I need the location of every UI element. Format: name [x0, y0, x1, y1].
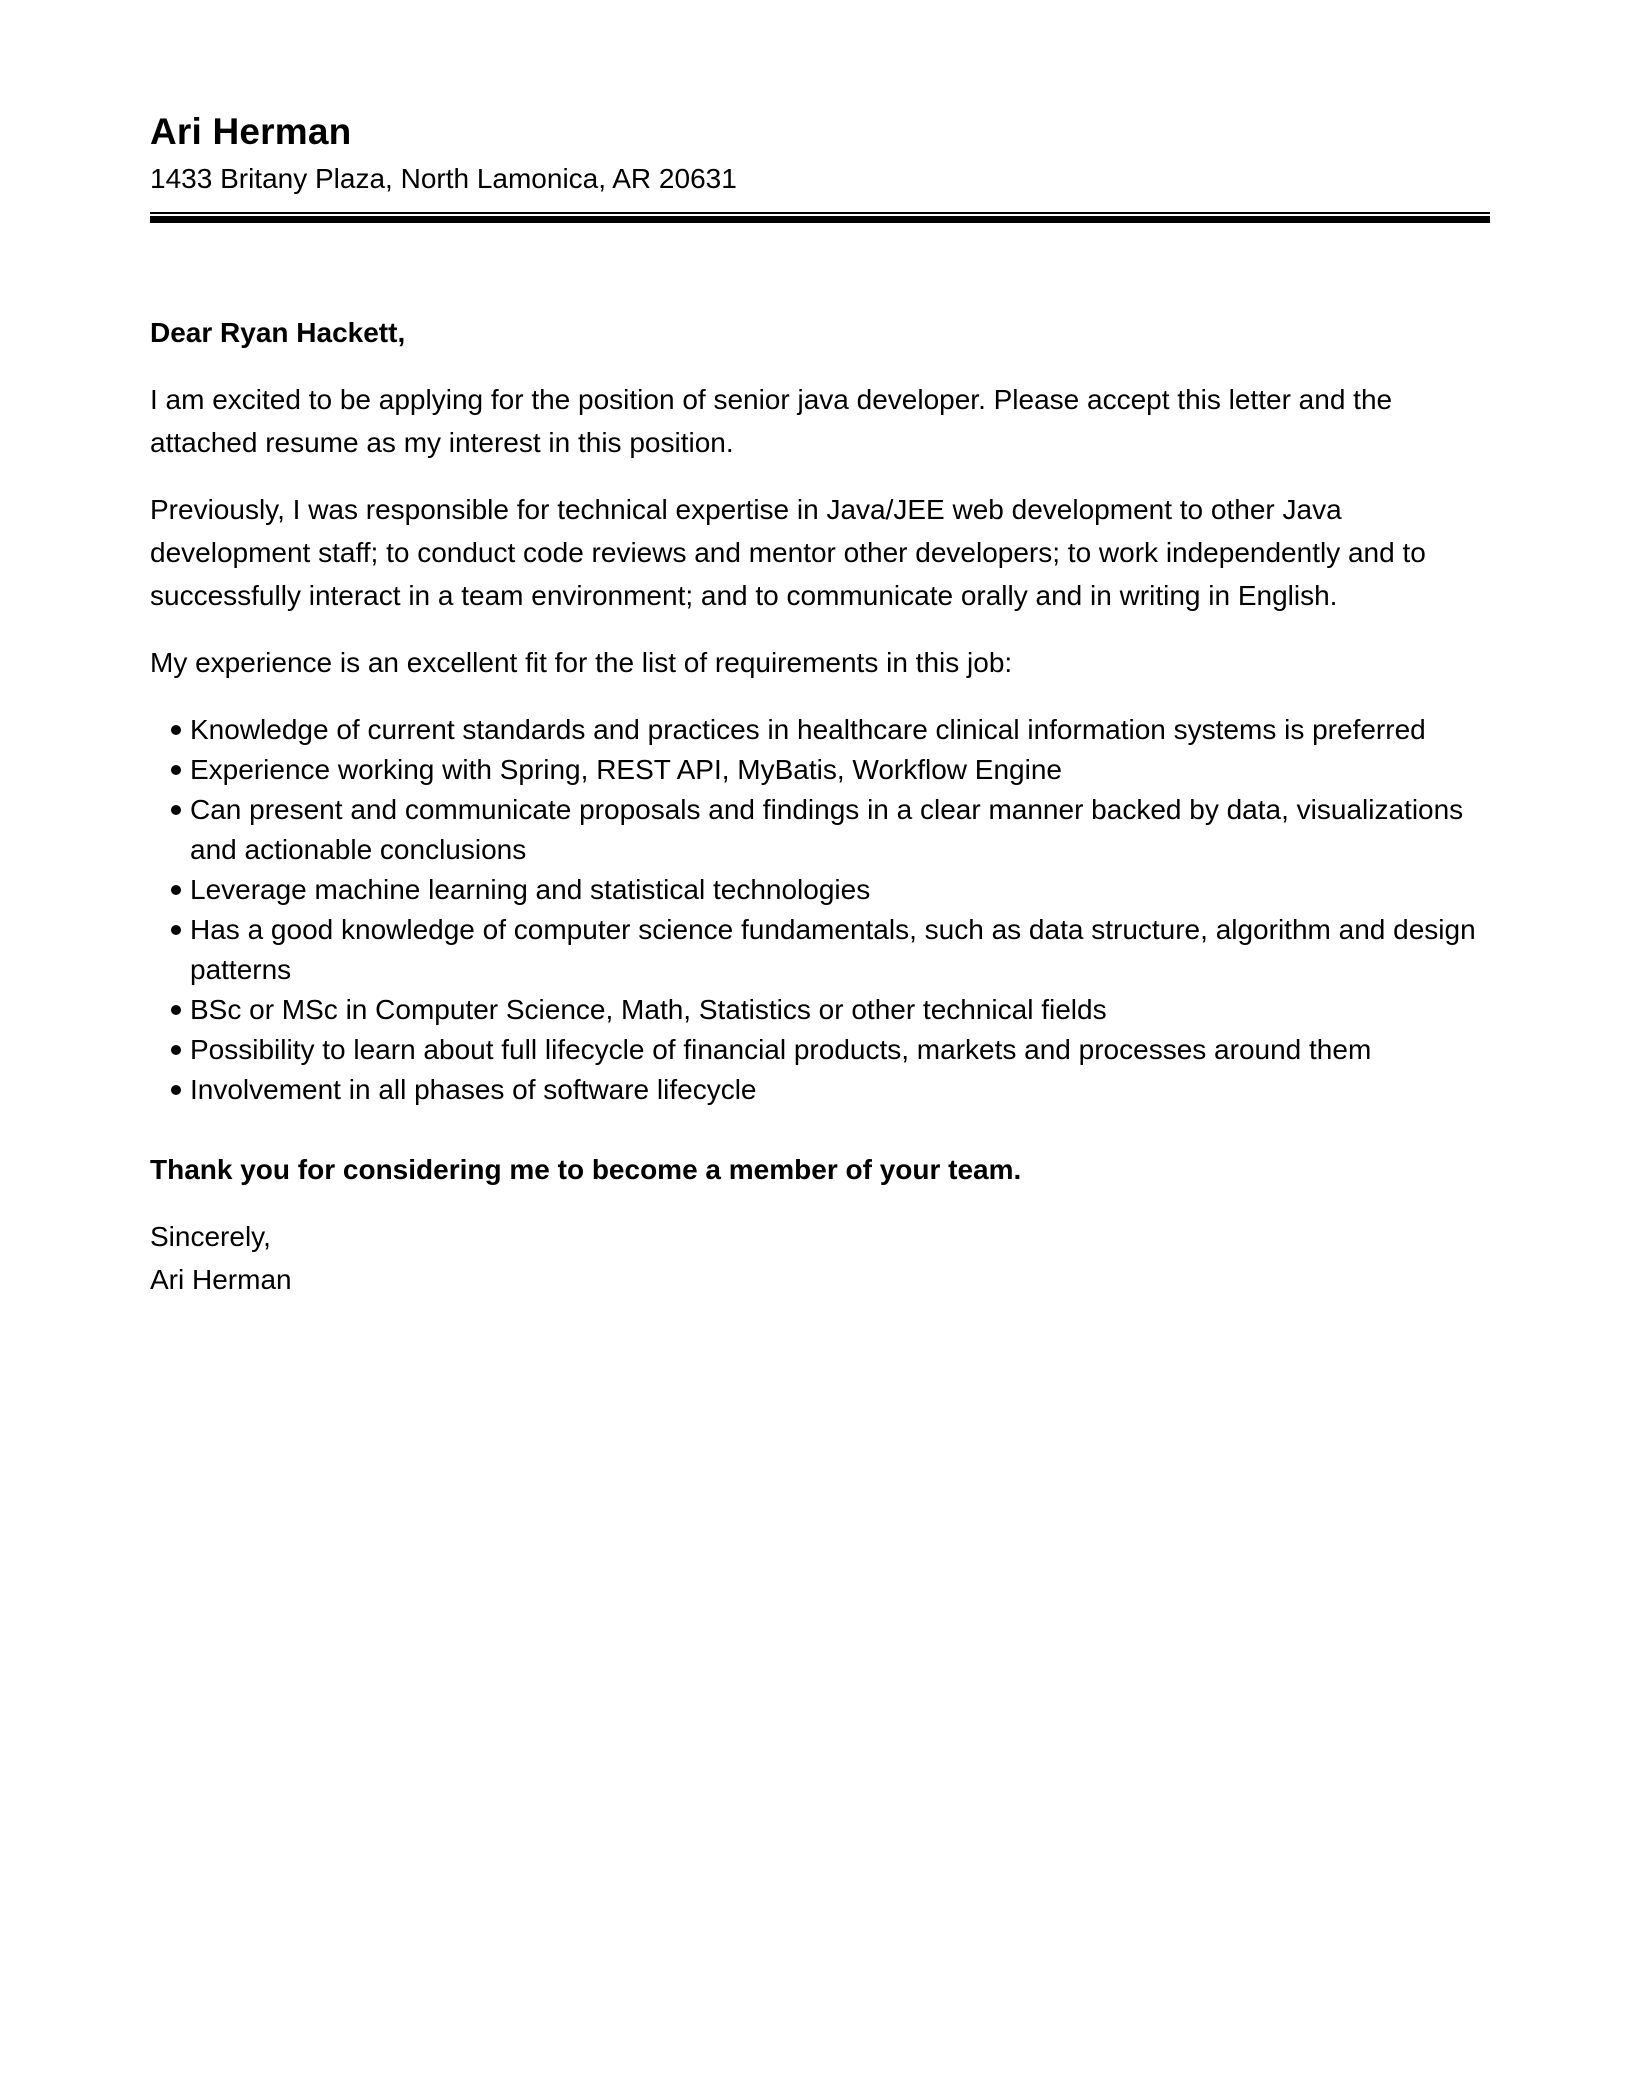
list-item: Leverage machine learning and statistical technologies	[150, 870, 1490, 910]
requirements-list	[150, 710, 1490, 1110]
signature-block	[150, 1215, 1490, 1301]
greeting: Dear Ryan Hackett,	[150, 317, 406, 348]
sign-off: Sincerely,	[150, 1221, 271, 1252]
signature-name: Ari Herman	[150, 1264, 292, 1295]
letter-header	[150, 110, 1490, 223]
intro-paragraph: I am excited to be applying for the position of senior java developer. Please accept this letter and the attached resume as my interest in this position.	[150, 384, 1393, 458]
list-item: Has a good knowledge of computer science fundamentals, such as data structure, algorithm and design patterns	[150, 910, 1490, 990]
list-item: Involvement in all phases of software lifecycle	[150, 1070, 1490, 1110]
list-item: Experience working with Spring, REST API, MyBatis, Workflow Engine	[150, 750, 1490, 790]
list-item: Knowledge of current standards and practices in healthcare clinical information systems is preferred	[150, 710, 1490, 750]
experience-paragraph: Previously, I was responsible for technical expertise in Java/JEE web development to other Java development staff; to conduct code reviews and mentor other developers; to work independently and to successfully interact in a team environment; and to communicate orally and in writing in English.	[150, 494, 1426, 611]
sender-address: 1433 Britany Plaza, North Lamonica, AR 20631	[150, 163, 737, 194]
header-divider-rule	[150, 212, 1490, 223]
list-item: Can present and communicate proposals and findings in a clear manner backed by data, visualizations and actionable conclusions	[150, 790, 1490, 870]
sender-name: Ari Herman	[150, 111, 352, 152]
list-item: Possibility to learn about full lifecycle of financial products, markets and processes around them	[150, 1030, 1490, 1070]
list-item: BSc or MSc in Computer Science, Math, Statistics or other technical fields	[150, 990, 1490, 1030]
requirements-intro-paragraph: My experience is an excellent fit for the list of requirements in this job:	[150, 647, 1013, 678]
closing-statement: Thank you for considering me to become a member of your team.	[150, 1154, 1022, 1185]
